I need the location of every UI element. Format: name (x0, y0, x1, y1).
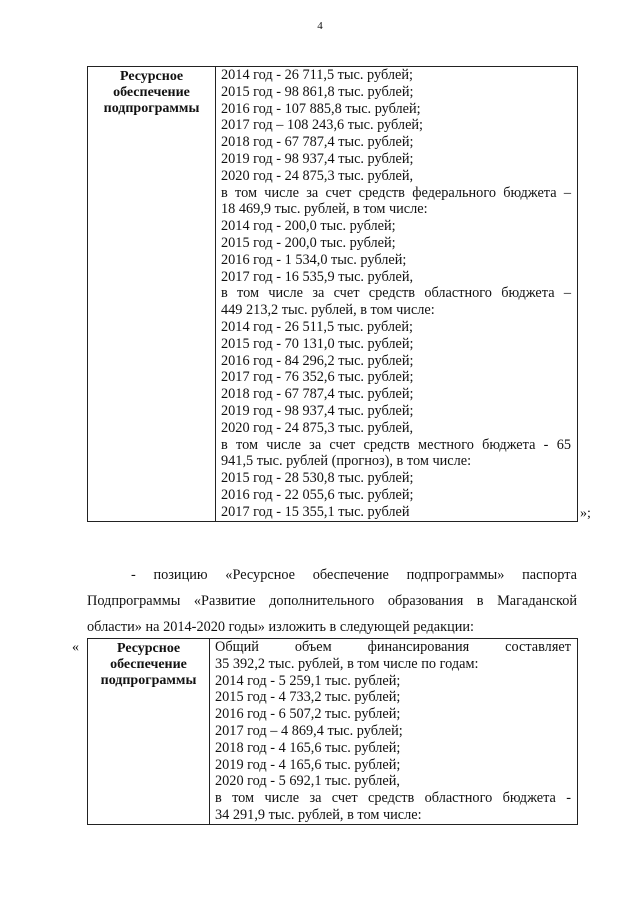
funding-line: 449 213,2 тыс. рублей, в том числе: (221, 302, 435, 319)
funding-line: 2017 год - 16 535,9 тыс. рублей, (221, 268, 414, 285)
funding-line: 2016 год - 84 296,2 тыс. рублей; (221, 352, 414, 369)
label-line: подпрограммы (103, 101, 200, 116)
funding-line: 2017 год - 76 352,6 тыс. рублей; (221, 369, 414, 386)
funding-line: 2018 год - 4 165,6 тыс. рублей; (215, 739, 401, 756)
funding-line: Общий объем финансирования составляет (215, 639, 571, 655)
opening-quote-mark: « (72, 640, 79, 655)
funding-line: 2015 год - 70 131,0 тыс. рублей; (221, 335, 414, 352)
page-number: 4 (317, 20, 323, 32)
label-line: обеспечение (110, 657, 187, 672)
funding-line: в том числе за счет средств областного бюджета - (215, 790, 571, 807)
funding-line: 2018 год - 67 787,4 тыс. рублей; (221, 386, 414, 403)
label-line: обеспечение (113, 85, 190, 100)
amendment-paragraph (87, 562, 577, 640)
funding-line: 2015 год - 28 530,8 тыс. рублей; (221, 470, 414, 487)
funding-line: 2014 год - 26 511,5 тыс. рублей; (221, 318, 413, 335)
funding-line: 2018 год - 67 787,4 тыс. рублей; (221, 134, 414, 151)
resource-label-cell (88, 67, 216, 522)
funding-line: 2015 год - 4 733,2 тыс. рублей; (215, 689, 401, 706)
resource-content-cell (216, 67, 578, 522)
paragraph-line: Подпрограммы «Развитие дополнительного образования в Магаданской (87, 593, 577, 609)
funding-line: 2017 год - 15 355,1 тыс. рублей (221, 503, 410, 520)
closing-quote-mark: »; (580, 506, 591, 521)
funding-line: в том числе за счет средств местного бюджета - 65 (221, 436, 571, 453)
funding-line: 2020 год - 5 692,1 тыс. рублей, (215, 773, 400, 790)
funding-line: 2017 год – 108 243,6 тыс. рублей; (221, 117, 424, 134)
funding-line: 2016 год - 6 507,2 тыс. рублей; (215, 706, 401, 723)
paragraph-line: - позицию «Ресурсное обеспечение подпрограммы» паспорта (131, 567, 577, 583)
resource-content-cell (210, 639, 578, 825)
funding-line: 2014 год - 5 259,1 тыс. рублей; (215, 672, 401, 689)
funding-line: 2019 год - 98 937,4 тыс. рублей; (221, 150, 414, 167)
paragraph-line: области» на 2014-2020 годы» изложить в следующей редакции: (87, 619, 474, 635)
funding-line: 2016 год - 1 534,0 тыс. рублей; (221, 251, 407, 268)
resource-label-cell (88, 639, 210, 825)
funding-line: 2019 год - 98 937,4 тыс. рублей; (221, 402, 414, 419)
funding-line: 2014 год - 200,0 тыс. рублей; (221, 218, 396, 235)
funding-line: 2019 год - 4 165,6 тыс. рублей; (215, 756, 401, 773)
funding-line: 2015 год - 98 861,8 тыс. рублей; (221, 83, 414, 100)
funding-line: в том числе за счет средств федерального бюджета – (221, 184, 571, 201)
funding-line: 941,5 тыс. рублей (прогноз), в том числе: (221, 453, 472, 470)
funding-line: в том числе за счет средств областного бюджета – (221, 285, 571, 302)
resource-table-1 (87, 66, 578, 522)
label-line: Ресурсное (119, 69, 184, 84)
funding-line: 2020 год - 24 875,3 тыс. рублей, (221, 419, 414, 436)
funding-line: 2015 год - 200,0 тыс. рублей; (221, 234, 396, 251)
funding-line: 2014 год - 26 711,5 тыс. рублей; (221, 67, 413, 83)
funding-line: 35 392,2 тыс. рублей, в том числе по годам: (215, 655, 479, 672)
label-line: Ресурсное (116, 641, 181, 656)
label-line: подпрограммы (100, 673, 197, 688)
funding-line: 2016 год - 107 885,8 тыс. рублей; (221, 100, 421, 117)
resource-table-2 (87, 638, 578, 825)
funding-line: 18 469,9 тыс. рублей, в том числе: (221, 201, 428, 218)
funding-line: 2020 год - 24 875,3 тыс. рублей, (221, 167, 414, 184)
funding-line: 2017 год – 4 869,4 тыс. рублей; (215, 722, 403, 739)
funding-line: 2016 год - 22 055,6 тыс. рублей; (221, 486, 414, 503)
funding-line: 34 291,9 тыс. рублей, в том числе: (215, 806, 422, 823)
